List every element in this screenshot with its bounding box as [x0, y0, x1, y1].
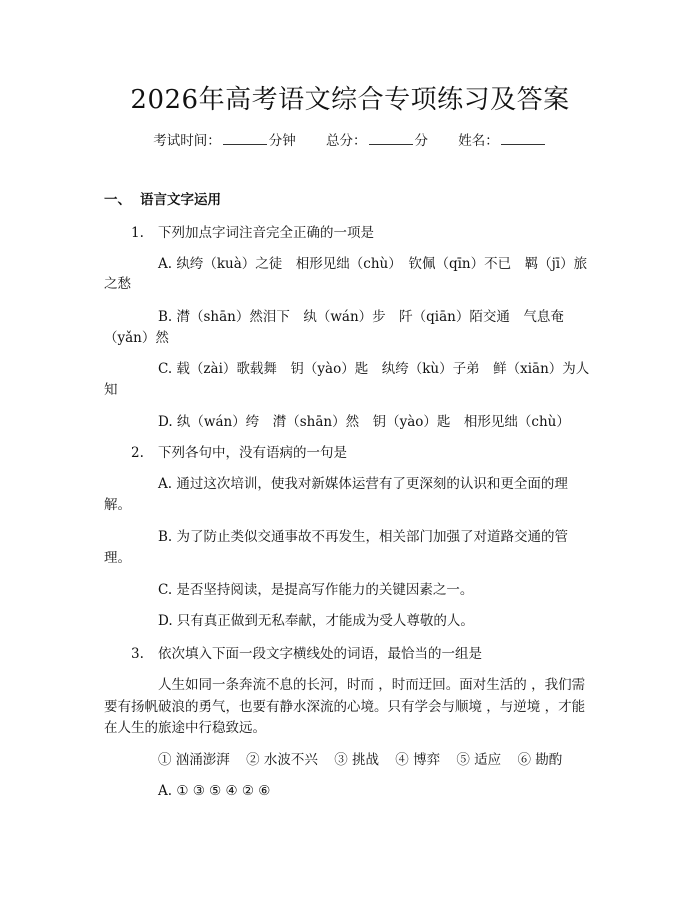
question-text: 依次填入下面一段文字横线处的词语，最恰当的一组是	[158, 646, 482, 662]
word-choice: ④ 博弈	[395, 752, 441, 768]
q2-option-c: C. 是否坚持阅读，是提高写作能力的关键因素之一。	[158, 582, 474, 598]
question-number: 1.	[131, 225, 144, 241]
q2-option-a-cont: 解。	[104, 497, 131, 513]
question-number: 3.	[131, 646, 144, 662]
q2-option-a: A. 通过这次培训，使我对新媒体运营有了更深刻的认识和更全面的理	[158, 476, 568, 492]
question-text: 下列各句中，没有语病的一句是	[158, 445, 347, 461]
word-choice: ⑥ 勘酌	[517, 752, 563, 768]
question-text: 下列加点字词注音完全正确的一项是	[158, 225, 374, 241]
word-choice: ① 汹涌澎湃	[158, 752, 230, 768]
q1-option-a-cont: 之愁	[104, 276, 131, 292]
time-blank	[223, 132, 267, 145]
q3-passage-line-3: 在人生的旅途中行稳致远。	[104, 720, 266, 736]
q1-option-b-cont: （yǎn）然	[104, 330, 169, 346]
question-3-stem	[131, 644, 482, 664]
question-1-stem	[131, 223, 374, 243]
q1-option-b: B. 潸（shān）然泪下 纨（wán）步 阡（qiān）陌交通 气息奄	[158, 309, 564, 325]
exam-info-line	[0, 131, 700, 151]
name-field	[458, 131, 547, 151]
time-unit: 分钟	[268, 133, 296, 149]
word-choice: ③ 挑战	[334, 752, 379, 768]
name-label: 姓名：	[458, 133, 499, 149]
score-field	[326, 131, 428, 151]
word-choice: ② 水波不兴	[246, 752, 318, 768]
q1-option-a: A. 纨绔（kuà）之徒 相形见绌（chù） 钦佩（qīn）不已 羁（jī）旅	[158, 256, 588, 272]
time-field	[153, 131, 296, 151]
q2-option-b-cont: 理。	[104, 550, 131, 566]
q2-option-d: D. 只有真正做到无私奉献，才能成为受人尊敬的人。	[158, 613, 474, 629]
q1-option-d: D. 纨（wán）绔 潸（shān）然 钥（yào）匙 相形见绌（chù）	[158, 414, 570, 430]
score-label: 总分：	[326, 133, 367, 149]
score-blank	[369, 132, 413, 145]
q2-option-b: B. 为了防止类似交通事故不再发生，相关部门加强了对道路交通的管	[158, 529, 569, 545]
section-number: 一、	[104, 192, 131, 208]
q1-option-c-cont: 知	[104, 382, 118, 398]
q3-option-a: A. ① ③ ⑤ ④ ② ⑥	[158, 783, 271, 799]
section-heading	[104, 190, 221, 210]
q3-word-choices	[158, 750, 574, 770]
name-blank	[501, 132, 545, 145]
score-unit: 分	[414, 133, 428, 149]
q3-passage-line-1: 人生如同一条奔流不息的长河，时而 ，时而迂回。面对生活的 ，我们需	[158, 677, 586, 693]
word-choice: ⑤ 适应	[456, 752, 502, 768]
section-title: 语言文字运用	[140, 192, 221, 208]
q3-passage-line-2: 要有扬帆破浪的勇气，也要有静水深流的心境。只有学会与顺境 ，与逆境 ，才能	[104, 699, 586, 715]
time-label: 考试时间：	[153, 133, 221, 149]
q1-option-c: C. 载（zài）歌载舞 钥（yào）匙 纨绔（kù）子弟 鲜（xiān）为人	[158, 361, 590, 377]
question-2-stem	[131, 443, 347, 463]
document-title: 2026年高考语文综合专项练习及答案	[130, 85, 570, 115]
question-number: 2.	[131, 445, 144, 461]
